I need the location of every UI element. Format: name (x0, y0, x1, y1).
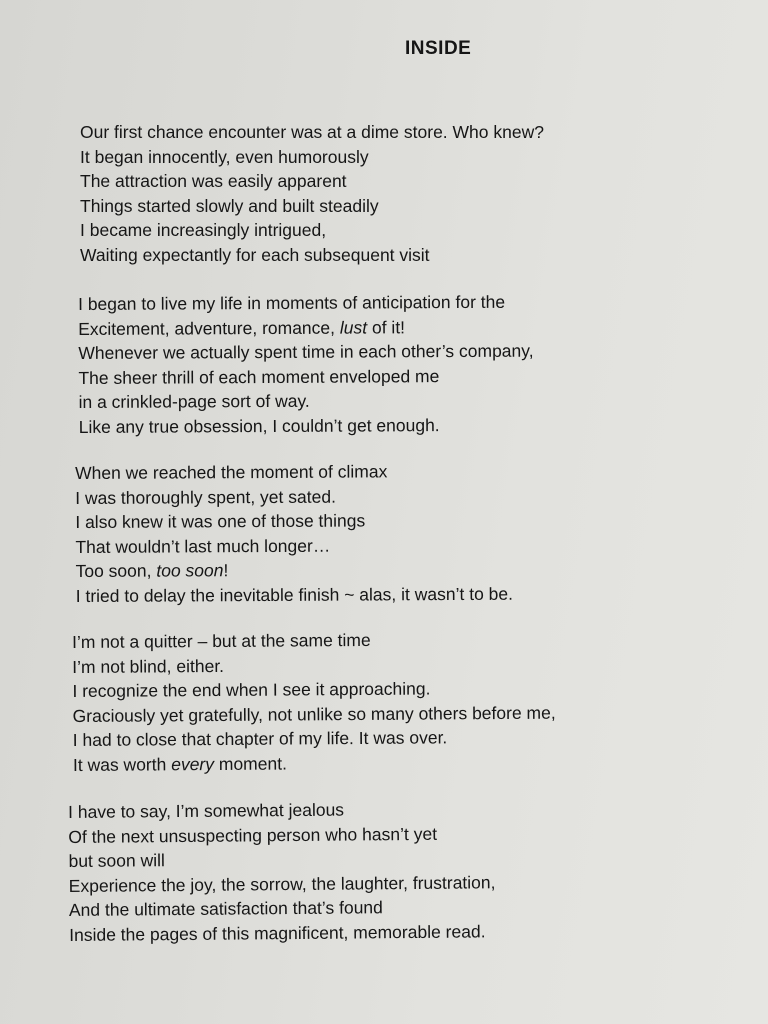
poem-line: I became increasingly intrigued, (80, 220, 327, 241)
poem-line: I had to close that chapter of my life. It was over. (72, 727, 448, 751)
poem-line: Inside the pages of this magnificent, memorable read. (69, 921, 486, 945)
poem-line: I’m not blind, either. (72, 655, 225, 677)
poem-line: I began to live my life in moments of anticipation for the (78, 291, 506, 314)
emphasis-word: lust (339, 317, 368, 338)
poem-line: I’m not a quitter – but at the same time (72, 629, 371, 652)
poem-line: The attraction was easily apparent (80, 171, 347, 192)
poem-line (73, 750, 556, 778)
emphasis-word: every (171, 753, 215, 775)
poem-line: Graciously yet gratefully, not unlike so many others before me, (72, 702, 556, 726)
poem-line: I have to say, I’m somewhat jealous (68, 799, 345, 822)
poem-line: Whenever we actually spent time in each other’s company, (78, 340, 534, 364)
line-text: of it! (367, 316, 406, 338)
poem-line (78, 314, 533, 341)
line-text: ! (223, 560, 229, 581)
poem-line: I also knew it was one of those things (75, 510, 366, 533)
line-text: Too soon, (75, 560, 157, 582)
poem-line: Things started slowly and built steadily (80, 195, 379, 216)
poem-line: I was thoroughly spent, yet sated. (75, 486, 336, 508)
line-text: It was worth (72, 754, 172, 775)
line-text: moment. (213, 753, 287, 774)
poem-line: Like any true obsession, I couldn’t get enough. (78, 415, 440, 437)
stanza-2 (78, 290, 534, 440)
poem-line: but soon will (68, 850, 165, 872)
poem-line: When we reached the moment of climax (75, 461, 388, 483)
poem-line: It began innocently, even humorously (80, 146, 369, 167)
stanza-3 (75, 459, 513, 609)
poem-line: I tried to delay the inevitable finish ~ alas, it wasn’t to be. (75, 583, 514, 606)
stanza-5 (68, 796, 496, 947)
stanza-4 (72, 627, 556, 778)
emphasis-word: too soon (156, 560, 224, 581)
poem-line: And the ultimate satisfaction that’s found (68, 897, 383, 921)
poem-line: Experience the joy, the sorrow, the laughter, frustration, (68, 872, 496, 896)
poem-title: INSIDE (405, 38, 472, 59)
poem-line: Our first chance encounter was at a dime store. Who knew? (80, 122, 544, 142)
poem-line: The sheer thrill of each moment enveloped me (78, 365, 440, 388)
line-text: Excitement, adventure, romance, (78, 317, 340, 339)
poem-line: Of the next unsuspecting person who hasn’t yet (68, 823, 438, 847)
poem-line: That wouldn’t last much longer… (75, 535, 331, 557)
poem-line (76, 557, 513, 584)
stanza-1 (80, 120, 544, 268)
poem-line: Waiting expectantly for each subsequent visit (80, 244, 430, 265)
poem-line: in a crinkled-page sort of way. (78, 391, 310, 413)
poem-line: I recognize the end when I see it approaching. (72, 678, 431, 702)
